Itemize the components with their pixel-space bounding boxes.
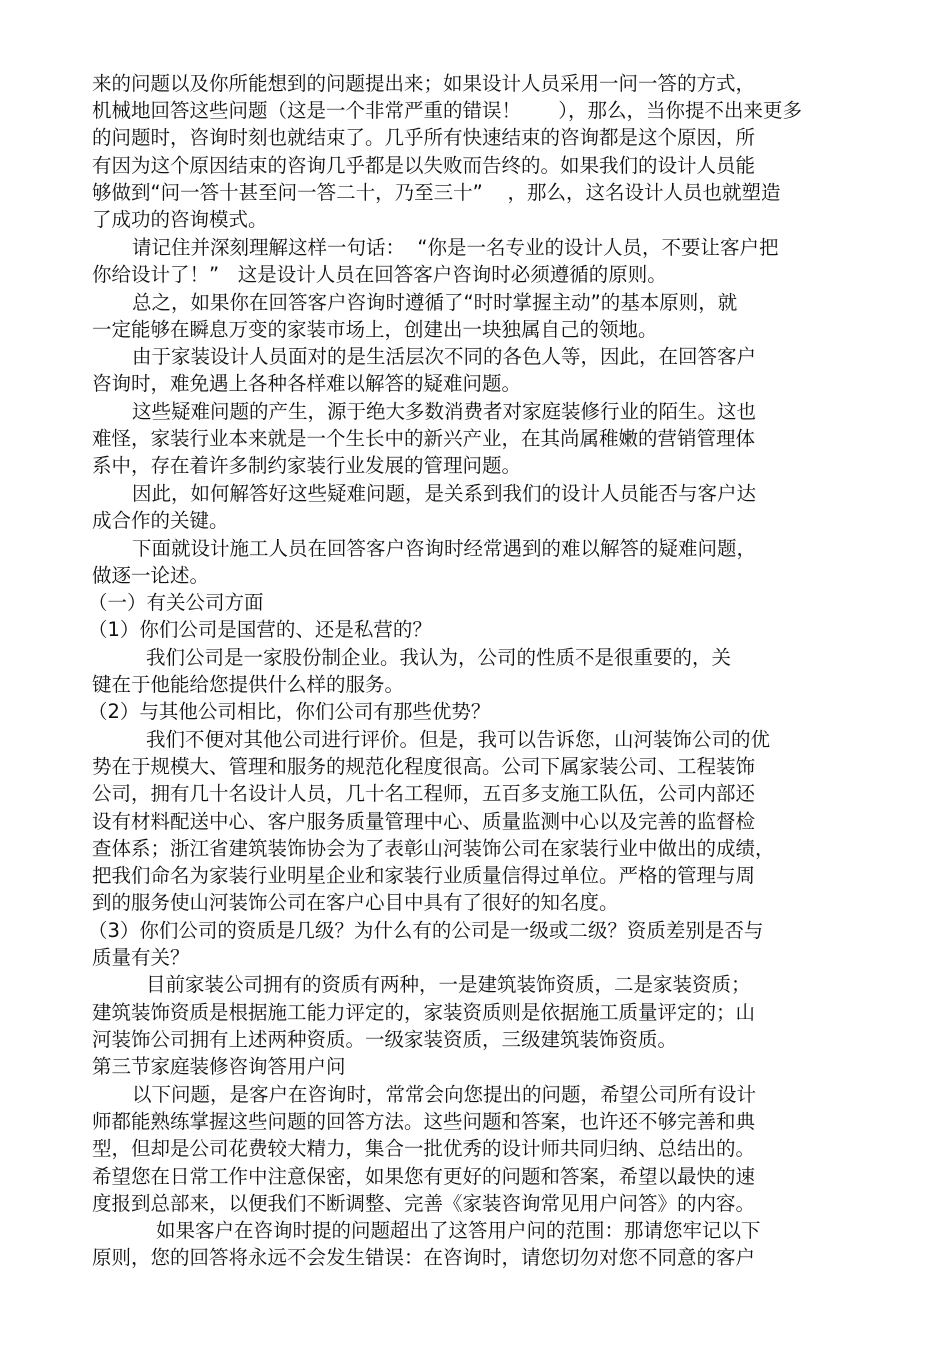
text-line: 的问题时，咨询时刻也就结束了。几乎所有快速结束的咨询都是这个原因，所: [92, 126, 756, 149]
text-line: 势在于规模大、管理和服务的规范化程度很高。公司下属家装公司、工程装饰: [92, 755, 756, 778]
text-line: 目前家装公司拥有的资质有两种，一是建筑装饰资质，二是家装资质；: [146, 973, 751, 996]
text-line: 型，但却是公司花费较大精力，集合一批优秀的设计师共同归纳、总结出的。: [92, 1137, 756, 1160]
text-line: 质量有关？: [92, 946, 190, 969]
text-line: 公司，拥有几十名设计人员，几十名工程师，五百多支施工队伍，公司内部还: [92, 782, 756, 805]
text-line: 我们不便对其他公司进行评价。但是，我可以告诉您，山河装饰公司的优: [146, 728, 771, 751]
text-line: 难怪，家装行业本来就是一个生长中的新兴产业，在其尚属稚嫩的营销管理体: [92, 427, 756, 450]
text-line: 原则，您的回答将永远不会发生错误：在咨询时，请您切勿对您不同意的客户: [92, 1246, 756, 1269]
text-line: 师都能熟练掌握这些问题的回答方法。这些问题和答案，也许还不够完善和典: [92, 1110, 756, 1133]
text-line: 查体系；浙江省建筑装饰协会为了表彰山河装饰公司在家装行业中做出的成绩，: [92, 837, 775, 860]
text-line: 以下问题，是客户在咨询时，常常会向您提出的问题，希望公司所有设计: [132, 1083, 757, 1106]
text-line: 下面就设计施工人员在回答客户咨询时经常遇到的难以解答的疑难问题，: [132, 537, 757, 560]
text-line: 够做到“问一答十甚至问一答二十，乃至三十” ，那么，这名设计人员也就塑造: [92, 181, 781, 204]
text-line: 河装饰公司拥有上述两种资质。一级家装资质，三级建筑装饰资质。: [92, 1028, 678, 1051]
text-line: 请记住并深刻理解这样一句话： “你是一名专业的设计人员，不要让客户把: [132, 236, 779, 259]
text-line: 我们公司是一家股份制企业。我认为，公司的性质不是很重要的，关: [146, 646, 732, 669]
text-line: 希望您在日常工作中注意保密，如果您有更好的问题和答案，希望以最快的速: [92, 1165, 756, 1188]
text-line: 键在于他能给您提供什么样的服务。: [92, 673, 405, 696]
text-line: 做逐一论述。: [92, 564, 210, 587]
question-heading: （1）你们公司是国营的、还是私营的？: [88, 618, 432, 641]
question-heading: （2）与其他公司相比，你们公司有那些优势？: [88, 700, 491, 723]
text-line: 这些疑难问题的产生，源于绝大多数消费者对家庭装修行业的陌生。这也: [132, 400, 757, 423]
text-line: 系中，存在着许多制约家装行业发展的管理问题。: [92, 454, 522, 477]
chapter-heading: 第三节家庭装修咨询答用户问: [92, 1055, 346, 1078]
section-heading: （一）有关公司方面: [88, 591, 264, 614]
text-line: 建筑装饰资质是根据施工能力评定的，家装资质则是依据施工质量评定的；山: [92, 1001, 756, 1024]
text-line: 到的服务使山河装饰公司在客户心目中具有了很好的知名度。: [92, 891, 619, 914]
text-line: 你给设计了！” 这是设计人员在回答客户咨询时必须遵循的原则。: [92, 263, 667, 286]
text-line: 一定能够在瞬息万变的家装市场上，创建出一块独属自己的领地。: [92, 318, 658, 341]
text-line: 成合作的关键。: [92, 509, 229, 532]
text-line: 机械地回答这些问题（这是一个非常严重的错误！ ），那么，当你提不出来更多: [92, 99, 802, 122]
text-line: 如果客户在咨询时提的问题超出了这答用户问的范围：那请您牢记以下: [156, 1219, 761, 1242]
text-line: 由于家装设计人员面对的是生活层次不同的各色人等，因此，在回答客户: [132, 345, 757, 368]
question-heading: （3）你们公司的资质是几级？为什么有的公司是一级或二级？资质差别是否与: [88, 919, 764, 942]
text-line: 因此，如何解答好这些疑难问题，是关系到我们的设计人员能否与客户达: [132, 482, 757, 505]
text-line: 把我们命名为家装行业明星企业和家装行业质量信得过单位。严格的管理与周: [92, 864, 756, 887]
text-line: 咨询时，难免遇上各种各样难以解答的疑难问题。: [92, 372, 522, 395]
text-line: 来的问题以及你所能想到的问题提出来；如果设计人员采用一问一答的方式，: [92, 72, 756, 95]
text-line: 了成功的咨询模式。: [92, 208, 268, 231]
text-line: 设有材料配送中心、客户服务质量管理中心、质量监测中心以及完善的监督检: [92, 810, 756, 833]
text-line: 总之，如果你在回答客户咨询时遵循了“时时掌握主动”的基本原则，就: [132, 291, 738, 314]
text-line: 度报到总部来，以便我们不断调整、完善《家装咨询常见用户问答》的内容。: [92, 1192, 756, 1215]
text-line: 有因为这个原因结束的咨询几乎都是以失败而告终的。如果我们的设计人员能: [92, 154, 756, 177]
